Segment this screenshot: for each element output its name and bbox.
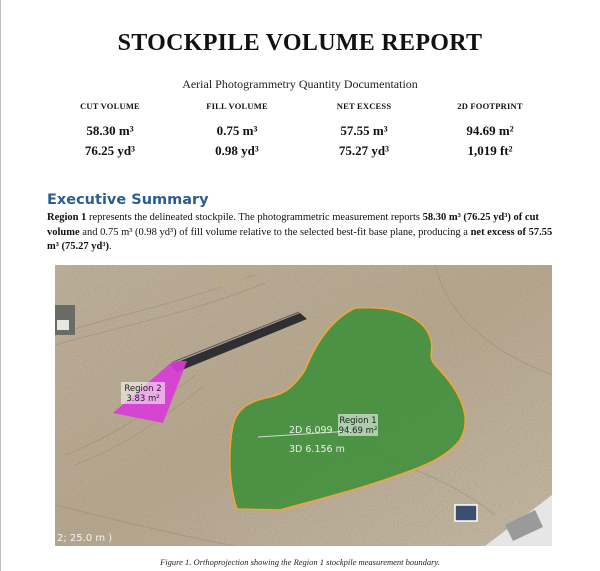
region-2-area: 3.83 m² (126, 394, 160, 404)
measure-3d-label: 3D 6.156 m (289, 444, 345, 455)
scale-label: 2; 25.0 m ) (57, 533, 113, 544)
summary-text: and 0.75 m³ (0.98 yd³) of fill volume relative to the selected best-fit base plane, producing a (79, 226, 471, 238)
metric-2d-footprint (420, 101, 560, 159)
debris-patch (215, 265, 245, 287)
summary-text: represents the delineated stockpile. The photogrammetric measurement reports (86, 212, 423, 223)
cut-volume-ref: 58.30 m³ (76.25 yd³) of cut volume (47, 212, 539, 238)
section-heading: Executive Summary (47, 192, 209, 208)
figure-caption: Figure 1. Orthoprojection showing the Region 1 stockpile measurement boundary. (160, 557, 440, 567)
summary-text: . (109, 241, 112, 252)
metric-value-metric: 0.75 m³ (216, 123, 258, 138)
metric-fill-volume (167, 101, 307, 159)
region-1-area: 94.69 m² (338, 426, 378, 436)
measure-2d-label: 2D 6.099 (289, 425, 333, 436)
metric-net-excess (294, 101, 434, 159)
metric-value-metric: 57.55 m³ (340, 123, 388, 138)
summary-paragraph (47, 211, 553, 255)
site-box (455, 505, 477, 521)
metric-label: FILL VOLUME (206, 101, 268, 111)
report-title: STOCKPILE VOLUME REPORT (117, 30, 483, 56)
region-ref: Region 1 (47, 212, 87, 223)
metric-value-metric: 94.69 m² (466, 123, 514, 138)
region-2-name: Region 2 (124, 384, 162, 394)
orthophoto (55, 265, 552, 546)
metric-label: NET EXCESS (336, 101, 392, 111)
region-1-name: Region 1 (339, 416, 377, 426)
metric-value-imperial: 0.98 yd³ (215, 143, 259, 158)
metric-value-imperial: 76.25 yd³ (84, 143, 136, 158)
metric-value-imperial: 75.27 yd³ (338, 143, 390, 158)
metric-value-imperial: 1,019 ft² (467, 143, 513, 158)
metric-label: CUT VOLUME (80, 101, 140, 111)
report-subtitle: Aerial Photogrammetry Quantity Documentation (182, 77, 418, 91)
net-excess-ref: net excess of 57.55 m³ (75.27 yd³) (47, 226, 553, 252)
metric-cut-volume (40, 101, 180, 159)
metric-label: 2D FOOTPRINT (457, 101, 523, 111)
metric-value-metric: 58.30 m³ (86, 123, 134, 138)
equipment-detail (57, 320, 69, 330)
